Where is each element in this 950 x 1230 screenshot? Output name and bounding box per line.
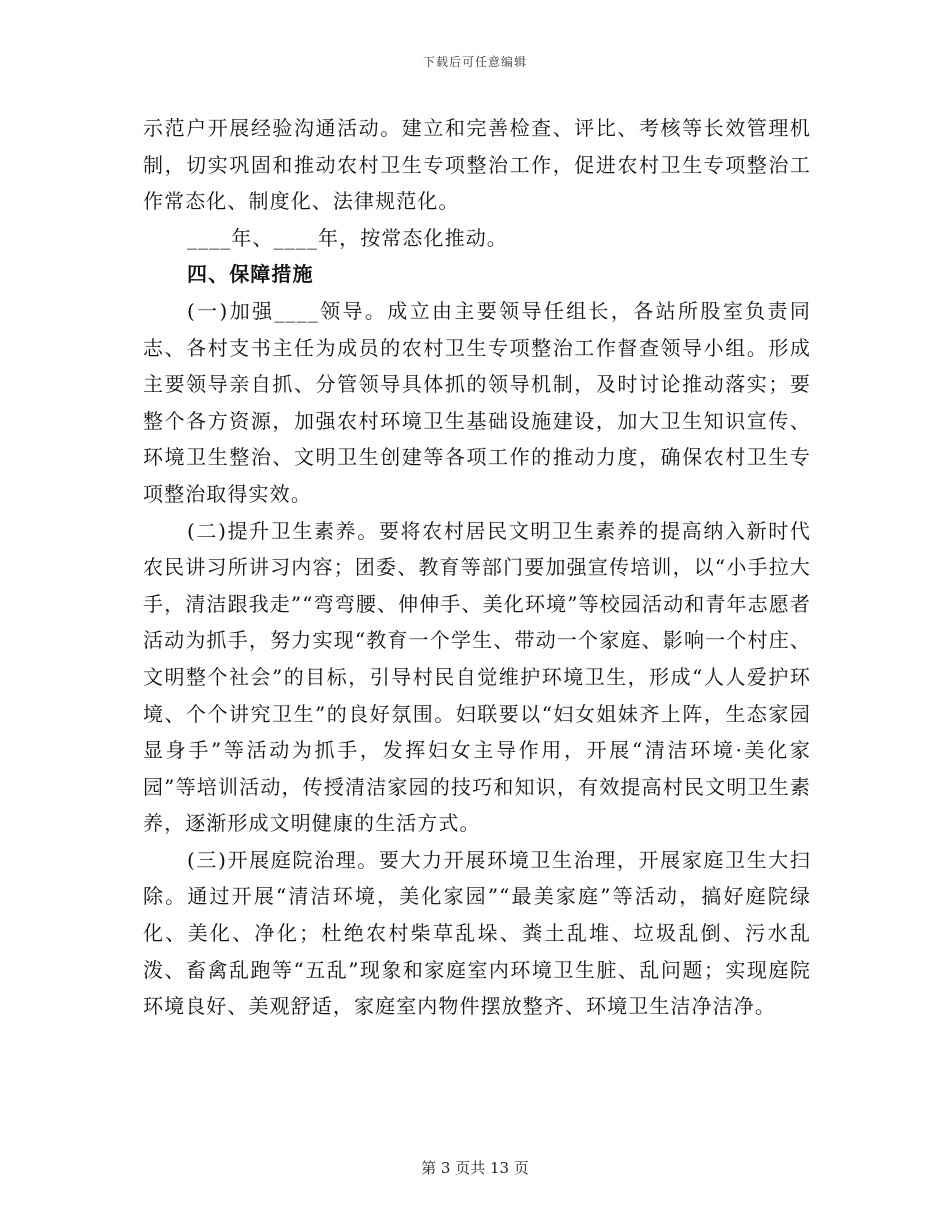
page-header-note: 下载后可任意编辑	[422, 55, 527, 69]
section-heading: 四、保障措施	[187, 262, 314, 287]
paragraph-leadership: (一)加强____领导。成立由主要领导任组长，各站所股室负责同志、各村支书主任为成员的农村卫生专项整治工作督查领导小组。形成主要领导亲自抓、分管领导具体抓的领导机制，及时讨论推动落实；要整个各方资源，加强农村环境卫生基础设施建设，加大卫生知识宣传、环境卫生整治、文明卫生创建等各项工作的推动力度，确保农村卫生专项整治取得实效。	[143, 298, 811, 506]
paragraph-schedule: ____年、____年，按常态化推动。	[187, 225, 508, 250]
paragraph-hygiene-literacy: (二)提升卫生素养。要将农村居民文明卫生素养的提高纳入新时代农民讲习所讲习内容；团委、教育等部门要加强宣传培训，以“小手拉大手，清洁跟我走”“弯弯腰、伸伸手、美化环境”等校园活动和青年志愿者活动为抓手，努力实现“教育一个学生、带动一个家庭、影响一个村庄、文明整个社会”的目标，引导村民自觉维护环境卫生，形成“人人爱护环境、个个讲究卫生”的良好氛围。妇联要以“妇女姐妹齐上阵，生态家园显身手”等活动为抓手，发挥妇女主导作用，开展“清洁环境·美化家园”等培训活动，传授清洁家园的技巧和知识，有效提高村民文明卫生素养，逐渐形成文明健康的生活方式。	[143, 518, 811, 836]
paragraph-courtyard-governance: (三)开展庭院治理。要大力开展环境卫生治理，开展家庭卫生大扫除。通过开展“清洁环境，美化家园”“最美家庭”等活动，搞好庭院绿化、美化、净化；杜绝农村柴草乱垛、粪土乱堆、垃圾乱倒、污水乱泼、畜禽乱跑等“五乱”现象和家庭室内环境卫生脏、乱问题；实现庭院环境良好、美观舒适，家庭室内物件摆放整齐、环境卫生洁净洁净。	[143, 847, 811, 1019]
page-number: 第 3 页共 13 页	[421, 1159, 529, 1177]
document-body	[143, 110, 811, 1025]
paragraph-continuation: 示范户开展经验沟通活动。建立和完善检查、评比、考核等长效管理机制，切实巩固和推动农村卫生专项整治工作，促进农村卫生专项整治工作常态化、制度化、法律规范化。	[143, 116, 811, 214]
